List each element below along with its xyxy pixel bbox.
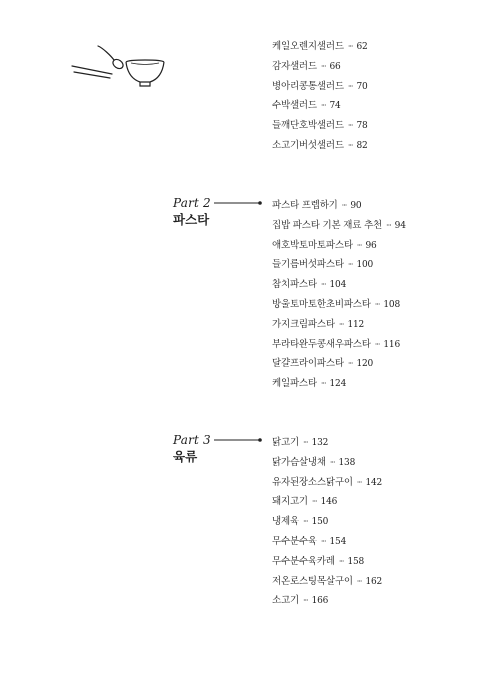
toc-entry	[272, 57, 368, 77]
entry-dots: ···	[338, 319, 344, 329]
entry-page: 154	[329, 536, 347, 547]
entry-title: 들깨단호박샐러드	[272, 120, 344, 132]
entry-title: 냉제육	[272, 516, 299, 528]
toc-entry	[272, 275, 406, 295]
entry-title: 케일파스타	[272, 378, 317, 390]
toc-entry	[272, 512, 382, 532]
toc-entry	[272, 96, 368, 116]
toc-entry	[272, 354, 406, 374]
entry-title: 저온로스팅목살구이	[272, 575, 353, 587]
toc-entry	[272, 572, 382, 592]
toc-entry	[272, 315, 406, 335]
entry-dots: ···	[347, 81, 353, 91]
entry-dots: ···	[374, 339, 380, 349]
entry-page: 158	[347, 556, 365, 567]
entry-title: 방울토마토한초비파스타	[272, 298, 371, 310]
entry-page: 116	[383, 339, 400, 350]
entry-title: 부라타완두콩새우파스타	[272, 338, 371, 350]
entry-page: 166	[311, 596, 329, 607]
entry-page: 78	[356, 121, 368, 132]
entry-page: 124	[329, 379, 347, 390]
toc-entry	[272, 37, 368, 57]
entry-page: 100	[356, 260, 374, 271]
entry-dots: ···	[302, 517, 308, 527]
entry-title: 무수분수육카레	[272, 555, 335, 567]
entry-dots: ···	[386, 220, 391, 230]
toc-entry	[272, 453, 382, 473]
entry-page: 138	[338, 457, 356, 468]
entry-page: 132	[311, 438, 329, 448]
section-3-entry-list	[272, 433, 382, 611]
entry-dots: ···	[374, 299, 380, 309]
entry-page: 62	[356, 42, 368, 52]
entry-dots: ···	[356, 576, 362, 586]
entry-dots: ···	[302, 438, 308, 447]
entry-dots: ···	[347, 260, 353, 270]
toc-entry	[272, 216, 406, 236]
entry-page: 162	[365, 576, 383, 587]
entry-dots: ···	[329, 457, 335, 467]
entry-page: 90	[350, 201, 362, 211]
entry-title: 집밥 파스타 기본 재료 추천	[272, 219, 383, 231]
entry-page: 82	[356, 140, 368, 151]
entry-dots: ···	[341, 201, 347, 210]
toc-entry	[272, 374, 406, 394]
toc-entry	[272, 433, 382, 453]
entry-dots: ···	[320, 61, 326, 71]
entry-title: 소고기버섯샐러드	[272, 139, 344, 151]
entry-dots: ···	[347, 140, 353, 150]
entry-dots: ···	[320, 379, 326, 389]
entry-page: 120	[356, 359, 374, 370]
part-3-heading	[173, 433, 211, 466]
entry-title: 애호박토마토파스타	[272, 239, 353, 251]
toc-entry	[272, 116, 368, 136]
entry-title: 케일오렌지샐러드	[272, 41, 344, 52]
toc-entry	[272, 492, 382, 512]
bowl-spoon-chopsticks-icon	[70, 40, 166, 96]
toc-entry	[272, 473, 382, 493]
entry-dots: ···	[320, 280, 326, 290]
entry-dots: ···	[356, 240, 362, 250]
entry-title: 유자된장소스닭구이	[272, 476, 353, 488]
entry-page: 150	[311, 517, 329, 528]
toc-entry	[272, 532, 382, 552]
entry-title: 닭가슴살냉채	[272, 456, 326, 468]
toc-entry	[272, 335, 406, 355]
entry-title: 돼지고기	[272, 496, 308, 508]
entry-dots: ···	[347, 359, 353, 369]
toc-entry	[272, 295, 406, 315]
entry-title: 달걀프라이파스타	[272, 358, 344, 370]
entry-title: 무수분수육	[272, 535, 317, 547]
entry-dots: ···	[356, 477, 362, 487]
entry-dots: ···	[320, 101, 326, 111]
section-2-entry-list	[272, 196, 406, 394]
entry-page: 70	[356, 81, 368, 92]
entry-title: 들기름버섯파스타	[272, 259, 344, 271]
entry-page: 74	[329, 101, 341, 112]
entry-dots: ···	[302, 596, 308, 606]
entry-title: 파스타 프렙하기	[272, 200, 338, 211]
section-1-entry-list	[272, 37, 368, 156]
toc-entry	[272, 77, 368, 97]
part-number-label: Part 3	[173, 433, 211, 447]
line-dot-connector-icon	[214, 436, 264, 444]
toc-entry	[272, 136, 368, 156]
entry-page: 112	[347, 319, 365, 330]
entry-title: 감자샐러드	[272, 60, 317, 72]
entry-dots: ···	[311, 497, 317, 507]
part-2-heading	[173, 196, 211, 229]
line-dot-connector-icon	[214, 199, 264, 207]
entry-page: 104	[329, 280, 347, 291]
entry-title: 가지크림파스타	[272, 318, 335, 330]
entry-page: 94	[394, 220, 406, 231]
part-title: 파스타	[173, 212, 210, 227]
entry-page: 96	[365, 240, 377, 251]
entry-page: 142	[365, 477, 383, 488]
toc-entry	[272, 591, 382, 611]
entry-page: 108	[383, 299, 400, 310]
entry-title: 소고기	[272, 595, 299, 607]
entry-title: 닭고기	[272, 437, 299, 448]
entry-page: 66	[329, 61, 341, 72]
entry-title: 수박샐러드	[272, 100, 317, 112]
toc-entry	[272, 255, 406, 275]
toc-entry	[272, 236, 406, 256]
part-number-label: Part 2	[173, 196, 211, 210]
entry-dots: ···	[320, 536, 326, 546]
part-title: 육류	[173, 449, 198, 464]
entry-dots: ···	[347, 42, 353, 51]
entry-dots: ···	[338, 556, 344, 566]
entry-page: 146	[320, 497, 338, 508]
toc-entry	[272, 196, 406, 216]
toc-entry	[272, 552, 382, 572]
entry-title: 병아리콩통샐러드	[272, 80, 344, 92]
entry-dots: ···	[347, 121, 353, 131]
entry-title: 참치파스타	[272, 279, 317, 291]
